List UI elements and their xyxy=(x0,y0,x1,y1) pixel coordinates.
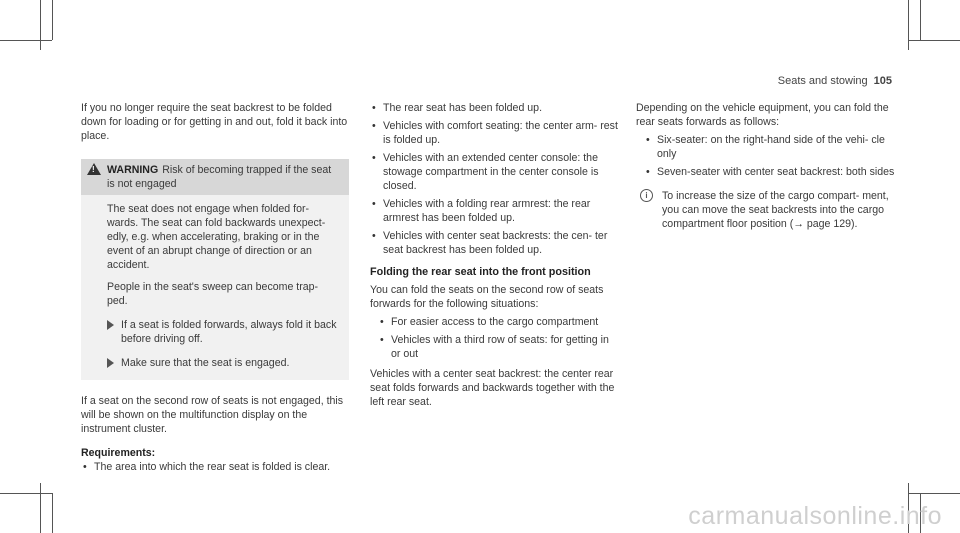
warning-header xyxy=(81,159,349,195)
intro-paragraph: If you no longer require the seat backrest to be folded down for loading or for getting in and out, fold it back into place. xyxy=(81,102,348,142)
step-item xyxy=(107,356,339,370)
requirement-item xyxy=(370,119,620,147)
page-number: 105 xyxy=(873,75,892,87)
situation-item xyxy=(378,333,620,361)
crop-mark xyxy=(40,0,41,50)
step-item xyxy=(107,318,339,346)
section-title: Seats and stowing xyxy=(777,75,868,87)
requirement-item xyxy=(81,460,349,474)
option-text: Six-seater: on the right-hand side of the vehi- cle only xyxy=(657,134,885,160)
option-text: Seven-seater with center seat backrest: both sides xyxy=(657,166,895,178)
requirement-item xyxy=(370,151,620,193)
warning-label: WARNING xyxy=(107,164,159,176)
requirement-text: Vehicles with comfort seating: the center arm- rest is folded up. xyxy=(383,120,618,146)
body-paragraph: Depending on the vehicle equipment, you can fold the rear seats forwards as follows: xyxy=(636,102,889,128)
warning-triangle-icon: ! xyxy=(87,163,101,175)
warning-body xyxy=(81,195,349,380)
watermark: carmanualsonline.info xyxy=(688,502,942,530)
column-middle xyxy=(370,101,620,409)
crop-mark xyxy=(52,0,53,40)
body-paragraph: Vehicles with a center seat backrest: the center rear seat folds forwards and backwards together with the left rear seat. xyxy=(370,368,615,408)
situation-item xyxy=(378,315,620,329)
requirement-item xyxy=(370,229,620,257)
column-left xyxy=(81,101,349,478)
note-text: To increase the size of the cargo compart- ment, you can move the seat backrests into the cargo compartment floor position (→ page 129). xyxy=(662,190,889,230)
option-item xyxy=(644,133,898,161)
info-icon: i xyxy=(640,189,653,202)
crop-mark xyxy=(920,0,921,40)
crop-mark xyxy=(908,0,909,50)
page-header xyxy=(778,74,892,88)
crop-mark xyxy=(908,40,960,41)
warning-text: People in the seat's sweep can become trap- ped. xyxy=(107,281,319,307)
body-paragraph: You can fold the seats on the second row of seats forwards for the following situations: xyxy=(370,284,604,310)
info-note xyxy=(636,189,898,231)
requirements-title: Requirements: xyxy=(81,447,156,459)
step-text: If a seat is folded forwards, always fold it back before driving off. xyxy=(121,319,337,345)
warning-box xyxy=(81,159,349,380)
crop-mark xyxy=(40,483,41,533)
crop-mark xyxy=(0,493,52,494)
arrow-right-icon xyxy=(107,320,114,330)
warning-steps xyxy=(107,318,339,372)
requirement-text: Vehicles with an extended center console: the stowage compartment in the center console is closed. xyxy=(383,152,599,192)
crop-mark xyxy=(0,40,52,41)
crop-mark xyxy=(908,493,960,494)
column-right xyxy=(636,101,898,231)
situation-text: For easier access to the cargo compartment xyxy=(391,316,599,328)
situation-text: Vehicles with a third row of seats: for getting in or out xyxy=(391,334,609,360)
warning-text: The seat does not engage when folded for- wards. The seat can fold backwards unexpect- edly, e.g. when accelerating, braking or in the event of an abrupt change of direction or an accident. xyxy=(107,203,326,271)
requirement-item xyxy=(370,197,620,225)
step-text: Make sure that the seat is engaged. xyxy=(121,357,290,369)
status-paragraph: If a seat on the second row of seats is not engaged, this will be shown on the multifunction display on the instrument cluster. xyxy=(81,395,344,435)
requirement-text: Vehicles with a folding rear armrest: the rear armrest has been folded up. xyxy=(383,198,591,224)
requirement-text: The area into which the rear seat is folded is clear. xyxy=(94,461,331,473)
option-item xyxy=(644,165,898,179)
arrow-right-icon xyxy=(107,358,114,368)
requirement-item xyxy=(370,101,620,115)
section-heading: Folding the rear seat into the front position xyxy=(370,266,591,278)
requirement-text: Vehicles with center seat backrests: the cen- ter seat backrest has been folded up. xyxy=(383,230,608,256)
crop-mark xyxy=(52,493,53,533)
requirement-text: The rear seat has been folded up. xyxy=(383,102,543,114)
warning-title: Risk of becoming trapped if the seat is not engaged xyxy=(107,164,332,190)
